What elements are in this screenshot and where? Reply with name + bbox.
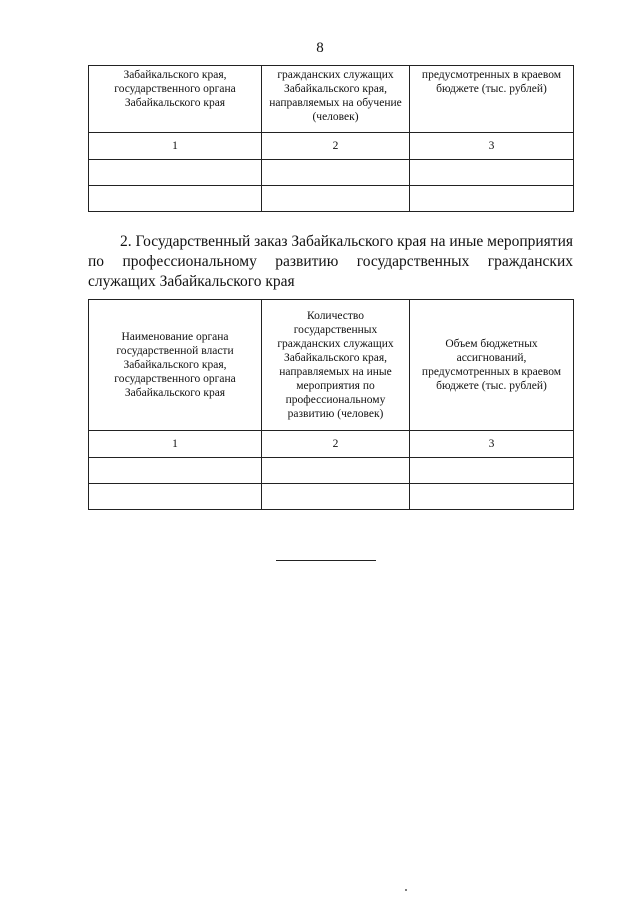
empty-cell (89, 160, 262, 186)
table-row (89, 484, 574, 510)
scan-speck (405, 889, 407, 891)
header-cell-budget: предусмотренных в краевом бюджете (тыс. рублей) (410, 66, 574, 133)
page-number: 8 (316, 40, 324, 56)
column-number-row (89, 431, 574, 458)
table-row (89, 160, 574, 186)
empty-cell (262, 160, 410, 186)
header-cell-employees-activities: Количество государственных гражданских служащих Забайкальского края, направляемых на иные мероприятия по профессиональному развитию (человек) (262, 300, 410, 431)
empty-cell (89, 186, 262, 212)
empty-cell (89, 484, 262, 510)
table-row (89, 186, 574, 212)
column-number: 2 (262, 431, 410, 458)
table-header-row (89, 66, 574, 133)
column-number: 3 (410, 133, 574, 160)
column-number: 1 (89, 133, 262, 160)
empty-cell (410, 484, 574, 510)
column-number: 2 (262, 133, 410, 160)
table-header-row (89, 300, 574, 431)
end-of-document-rule (276, 560, 376, 561)
section-heading: 2. Государственный заказ Забайкальского края на иные мероприятия по профессиональному развитию государственных гражданских служащих Забайкальского края (88, 233, 573, 290)
empty-cell (262, 484, 410, 510)
column-number: 1 (89, 431, 262, 458)
table-training-order (88, 65, 574, 212)
column-number-row (89, 133, 574, 160)
table-row (89, 458, 574, 484)
empty-cell (410, 186, 574, 212)
empty-cell (262, 186, 410, 212)
empty-cell (410, 160, 574, 186)
column-number: 3 (410, 431, 574, 458)
header-cell-organ: Наименование органа государственной власти Забайкальского края, государственного органа Забайкальского края (89, 300, 262, 431)
header-cell-organ: Забайкальского края, государственного органа Забайкальского края (89, 66, 262, 133)
table-other-activities-order (88, 299, 574, 510)
empty-cell (89, 458, 262, 484)
header-cell-budget: Объем бюджетных ассигнований, предусмотренных в краевом бюджете (тыс. рублей) (410, 300, 574, 431)
empty-cell (410, 458, 574, 484)
empty-cell (262, 458, 410, 484)
header-cell-employees-training: гражданских служащих Забайкальского края, направляемых на обучение (человек) (262, 66, 410, 133)
